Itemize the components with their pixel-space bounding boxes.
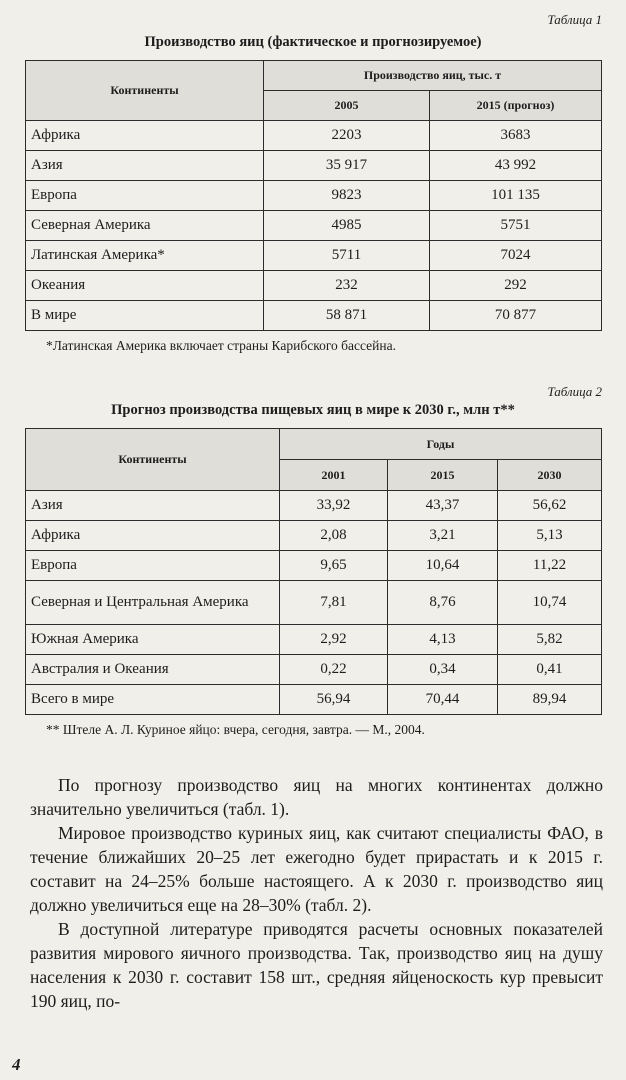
cell-value: 3683 xyxy=(430,121,602,151)
cell-value: 56,62 xyxy=(498,491,602,521)
table1-header-continents: Континенты xyxy=(26,61,264,121)
row-label: Европа xyxy=(26,181,264,211)
table-row xyxy=(26,551,602,581)
cell-value: 56,94 xyxy=(280,685,388,715)
table-row xyxy=(26,625,602,655)
table1-header-2005: 2005 xyxy=(264,91,430,121)
cell-value: 0,34 xyxy=(388,655,498,685)
cell-value: 33,92 xyxy=(280,491,388,521)
table1-header-group: Производство яиц, тыс. т xyxy=(264,61,602,91)
table1-header-2015: 2015 (прогноз) xyxy=(430,91,602,121)
cell-value: 10,64 xyxy=(388,551,498,581)
cell-value: 5,13 xyxy=(498,521,602,551)
table-row xyxy=(26,301,602,331)
paragraph: Мировое производство куриных яиц, как считают специалисты ФАО, в течение ближайших 20–25 лет ежегодно будет прирастать и к 2015 г. составит на 24–25% больше настоящего. А к 2030 г. производство яиц должно увеличиться еще на 28–30% (табл. 2). xyxy=(30,823,603,915)
cell-value: 89,94 xyxy=(498,685,602,715)
cell-value: 7024 xyxy=(430,241,602,271)
body-text xyxy=(30,773,603,1013)
table2-header-2001: 2001 xyxy=(280,460,388,491)
cell-value: 2203 xyxy=(264,121,430,151)
row-label: Африка xyxy=(26,521,280,551)
table2-header-continents: Континенты xyxy=(26,429,280,491)
cell-value: 70 877 xyxy=(430,301,602,331)
cell-value: 0,41 xyxy=(498,655,602,685)
table-row xyxy=(26,581,602,625)
cell-value: 70,44 xyxy=(388,685,498,715)
table2-header-2030: 2030 xyxy=(498,460,602,491)
row-label: Северная и Центральная Америка xyxy=(26,581,280,625)
table2-header-group: Годы xyxy=(280,429,602,460)
cell-value: 2,92 xyxy=(280,625,388,655)
cell-value: 5711 xyxy=(264,241,430,271)
cell-value: 101 135 xyxy=(430,181,602,211)
cell-value: 292 xyxy=(430,271,602,301)
table-row xyxy=(26,655,602,685)
paragraph: По прогнозу производство яиц на многих континентах должно значительно увеличиться (табл. 1). xyxy=(30,775,603,819)
paragraph: В доступной литературе приводятся расчеты основных показателей развития мирового яичного производства. Так, производство яиц на душу населения к 2030 г. составит 158 шт., средняя яйценоскость кур превысит 190 яиц, по- xyxy=(30,919,603,1011)
row-label: В мире xyxy=(26,301,264,331)
table1 xyxy=(25,60,602,331)
cell-value: 43,37 xyxy=(388,491,498,521)
row-label: Азия xyxy=(26,491,280,521)
row-label: Европа xyxy=(26,551,280,581)
table1-title: Производство яиц (фактическое и прогнозируемое) xyxy=(144,34,482,50)
cell-value: 11,22 xyxy=(498,551,602,581)
cell-value: 2,08 xyxy=(280,521,388,551)
row-label: Северная Америка xyxy=(26,211,264,241)
table1-footnote: *Латинская Америка включает страны Карибского бассейна. xyxy=(46,338,396,353)
table-row xyxy=(26,181,602,211)
cell-value: 5,82 xyxy=(498,625,602,655)
table-row xyxy=(26,685,602,715)
table-row xyxy=(26,211,602,241)
cell-value: 232 xyxy=(264,271,430,301)
row-label: Южная Америка xyxy=(26,625,280,655)
table2-caption: Таблица 2 xyxy=(547,384,602,399)
cell-value: 9823 xyxy=(264,181,430,211)
table2-footnote: ** Штеле А. Л. Куриное яйцо: вчера, сегодня, завтра. — М., 2004. xyxy=(46,722,425,737)
cell-value: 9,65 xyxy=(280,551,388,581)
cell-value: 43 992 xyxy=(430,151,602,181)
cell-value: 10,74 xyxy=(498,581,602,625)
table2-title: Прогноз производства пищевых яиц в мире к 2030 г., млн т** xyxy=(111,402,515,418)
table-row xyxy=(26,271,602,301)
cell-value: 4985 xyxy=(264,211,430,241)
row-label: Океания xyxy=(26,271,264,301)
table2-header-2015: 2015 xyxy=(388,460,498,491)
table2 xyxy=(25,428,602,715)
cell-value: 35 917 xyxy=(264,151,430,181)
cell-value: 8,76 xyxy=(388,581,498,625)
table-row xyxy=(26,241,602,271)
table-row xyxy=(26,521,602,551)
cell-value: 58 871 xyxy=(264,301,430,331)
row-label: Латинская Америка* xyxy=(26,241,264,271)
table1-caption: Таблица 1 xyxy=(547,12,602,27)
table-row xyxy=(26,121,602,151)
row-label: Всего в мире xyxy=(26,685,280,715)
cell-value: 5751 xyxy=(430,211,602,241)
row-label: Африка xyxy=(26,121,264,151)
page-number: 4 xyxy=(12,1055,21,1074)
row-label: Азия xyxy=(26,151,264,181)
table-row xyxy=(26,491,602,521)
row-label: Австралия и Океания xyxy=(26,655,280,685)
cell-value: 7,81 xyxy=(280,581,388,625)
cell-value: 0,22 xyxy=(280,655,388,685)
cell-value: 4,13 xyxy=(388,625,498,655)
cell-value: 3,21 xyxy=(388,521,498,551)
table-row xyxy=(26,151,602,181)
